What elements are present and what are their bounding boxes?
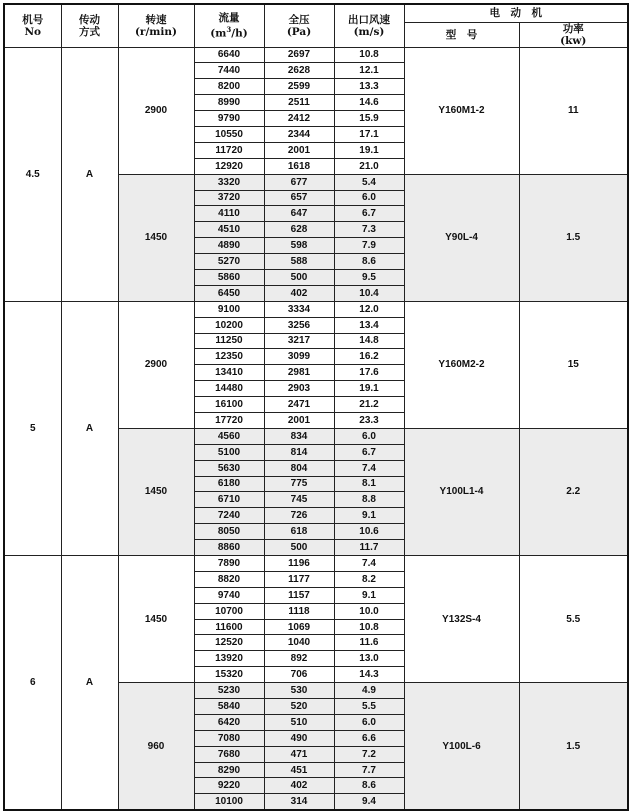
flow-cell: 8860 [194,540,264,556]
speed-cell: 960 [118,683,194,811]
flow-cell: 8820 [194,571,264,587]
outlet-speed-cell: 11.6 [334,635,404,651]
pressure-cell: 647 [264,206,334,222]
table-row [4,556,628,572]
machine-no-cell: 4.5 [4,47,61,301]
outlet-speed-cell: 7.9 [334,238,404,254]
flow-cell: 4560 [194,428,264,444]
outlet-speed-cell: 9.1 [334,508,404,524]
flow-cell: 7890 [194,556,264,572]
flow-cell: 13410 [194,365,264,381]
drive-cell: A [61,556,118,811]
flow-cell: 8050 [194,524,264,540]
flow-cell: 6450 [194,285,264,301]
outlet-speed-cell: 11.7 [334,540,404,556]
outlet-speed-cell: 9.5 [334,269,404,285]
motor-power-cell: 15 [519,301,628,428]
flow-cell: 6420 [194,714,264,730]
pressure-cell: 1040 [264,635,334,651]
outlet-speed-cell: 13.0 [334,651,404,667]
motor-model-cell: Y90L-4 [404,174,519,301]
header-flow: 流量 $(m^3/h)$ [194,4,264,47]
outlet-speed-cell: 5.4 [334,174,404,190]
outlet-speed-cell: 6.6 [334,730,404,746]
outlet-speed-cell: 17.6 [334,365,404,381]
header-motor-power: 功率 (kw) [519,22,628,47]
pressure-cell: 2001 [264,142,334,158]
outlet-speed-cell: 5.5 [334,699,404,715]
pressure-cell: 892 [264,651,334,667]
header-pressure: 全压 (Pa) [264,4,334,47]
flow-cell: 3720 [194,190,264,206]
flow-cell: 7080 [194,730,264,746]
flow-cell: 11250 [194,333,264,349]
motor-power-cell: 2.2 [519,428,628,555]
pressure-cell: 775 [264,476,334,492]
flow-cell: 10100 [194,794,264,810]
flow-cell: 12350 [194,349,264,365]
flow-cell: 8200 [194,79,264,95]
pressure-cell: 3099 [264,349,334,365]
pressure-cell: 706 [264,667,334,683]
outlet-speed-cell: 6.7 [334,444,404,460]
pressure-cell: 804 [264,460,334,476]
flow-cell: 7680 [194,746,264,762]
outlet-speed-cell: 7.2 [334,746,404,762]
outlet-speed-cell: 7.3 [334,222,404,238]
motor-model-cell: Y160M1-2 [404,47,519,174]
outlet-speed-cell: 10.6 [334,524,404,540]
motor-model-cell: Y100L1-4 [404,428,519,555]
flow-cell: 11600 [194,619,264,635]
header-speed: 转速 (r/min) [118,4,194,47]
flow-cell: 5860 [194,269,264,285]
machine-no-cell: 5 [4,301,61,555]
pressure-cell: 677 [264,174,334,190]
flow-cell: 9740 [194,587,264,603]
outlet-speed-cell: 19.1 [334,381,404,397]
motor-model-cell: Y132S-4 [404,556,519,683]
speed-cell: 1450 [118,556,194,683]
outlet-speed-cell: 8.2 [334,571,404,587]
outlet-speed-cell: 9.1 [334,587,404,603]
pressure-cell: 618 [264,524,334,540]
outlet-speed-cell: 6.0 [334,714,404,730]
outlet-speed-cell: 13.3 [334,79,404,95]
pressure-cell: 2511 [264,95,334,111]
flow-cell: 6640 [194,47,264,63]
motor-model-cell: Y100L-6 [404,683,519,811]
pressure-cell: 471 [264,746,334,762]
motor-power-cell: 1.5 [519,683,628,811]
flow-cell: 9790 [194,111,264,127]
flow-cell: 3320 [194,174,264,190]
pressure-cell: 834 [264,428,334,444]
outlet-speed-cell: 10.8 [334,619,404,635]
table-row [4,301,628,317]
pressure-cell: 2471 [264,397,334,413]
outlet-speed-cell: 17.1 [334,126,404,142]
pressure-cell: 520 [264,699,334,715]
pressure-cell: 451 [264,762,334,778]
flow-cell: 12920 [194,158,264,174]
outlet-speed-cell: 12.0 [334,301,404,317]
pressure-cell: 2628 [264,63,334,79]
flow-cell: 11720 [194,142,264,158]
pressure-cell: 1157 [264,587,334,603]
pressure-cell: 3217 [264,333,334,349]
pressure-cell: 500 [264,540,334,556]
flow-cell: 9220 [194,778,264,794]
pressure-cell: 1618 [264,158,334,174]
machine-no-cell: 6 [4,556,61,811]
pressure-cell: 1118 [264,603,334,619]
flow-cell: 6180 [194,476,264,492]
header-drive: 传动 方式 [61,4,118,47]
pressure-cell: 3334 [264,301,334,317]
outlet-speed-cell: 8.8 [334,492,404,508]
flow-cell: 17720 [194,412,264,428]
outlet-speed-cell: 23.3 [334,412,404,428]
flow-cell: 5100 [194,444,264,460]
pressure-cell: 2344 [264,126,334,142]
pressure-cell: 598 [264,238,334,254]
outlet-speed-cell: 6.7 [334,206,404,222]
pressure-cell: 530 [264,683,334,699]
outlet-speed-cell: 21.2 [334,397,404,413]
outlet-speed-cell: 6.0 [334,190,404,206]
flow-cell: 6710 [194,492,264,508]
table-body [4,47,628,810]
outlet-speed-cell: 8.6 [334,778,404,794]
pressure-cell: 588 [264,254,334,270]
pressure-cell: 3256 [264,317,334,333]
pressure-cell: 628 [264,222,334,238]
flow-cell: 12520 [194,635,264,651]
pressure-cell: 814 [264,444,334,460]
flow-cell: 10550 [194,126,264,142]
flow-cell: 5270 [194,254,264,270]
flow-cell: 10700 [194,603,264,619]
flow-cell: 14480 [194,381,264,397]
pressure-cell: 2981 [264,365,334,381]
pressure-cell: 2001 [264,412,334,428]
flow-cell: 4510 [194,222,264,238]
flow-cell: 7240 [194,508,264,524]
flow-cell: 4110 [194,206,264,222]
header-motor: 电 动 机 [404,4,628,22]
flow-cell: 7440 [194,63,264,79]
pressure-cell: 2903 [264,381,334,397]
fan-performance-table [3,3,629,811]
motor-power-cell: 1.5 [519,174,628,301]
speed-cell: 2900 [118,47,194,174]
flow-cell: 5630 [194,460,264,476]
pressure-cell: 1196 [264,556,334,572]
outlet-speed-cell: 13.4 [334,317,404,333]
speed-cell: 1450 [118,428,194,555]
pressure-cell: 510 [264,714,334,730]
motor-model-cell: Y160M2-2 [404,301,519,428]
pressure-cell: 1069 [264,619,334,635]
pressure-cell: 2412 [264,111,334,127]
pressure-cell: 314 [264,794,334,810]
outlet-speed-cell: 16.2 [334,349,404,365]
outlet-speed-cell: 4.9 [334,683,404,699]
outlet-speed-cell: 14.3 [334,667,404,683]
flow-cell: 8990 [194,95,264,111]
speed-cell: 2900 [118,301,194,428]
pressure-cell: 1177 [264,571,334,587]
header-outlet-speed: 出口风速 (m/s) [334,4,404,47]
outlet-speed-cell: 7.7 [334,762,404,778]
pressure-cell: 402 [264,778,334,794]
outlet-speed-cell: 19.1 [334,142,404,158]
pressure-cell: 2697 [264,47,334,63]
flow-cell: 5840 [194,699,264,715]
header-motor-model: 型 号 [404,22,519,47]
outlet-speed-cell: 9.4 [334,794,404,810]
pressure-cell: 402 [264,285,334,301]
speed-cell: 1450 [118,174,194,301]
pressure-cell: 490 [264,730,334,746]
outlet-speed-cell: 8.1 [334,476,404,492]
outlet-speed-cell: 7.4 [334,460,404,476]
flow-cell: 16100 [194,397,264,413]
flow-cell: 4890 [194,238,264,254]
table-row [4,47,628,63]
table-header [4,4,628,47]
outlet-speed-cell: 15.9 [334,111,404,127]
motor-power-cell: 5.5 [519,556,628,683]
motor-power-cell: 11 [519,47,628,174]
pressure-cell: 2599 [264,79,334,95]
pressure-cell: 726 [264,508,334,524]
pressure-cell: 657 [264,190,334,206]
outlet-speed-cell: 8.6 [334,254,404,270]
outlet-speed-cell: 14.8 [334,333,404,349]
header-machine-no: 机号 No [4,4,61,47]
flow-cell: 9100 [194,301,264,317]
flow-cell: 10200 [194,317,264,333]
pressure-cell: 745 [264,492,334,508]
outlet-speed-cell: 7.4 [334,556,404,572]
outlet-speed-cell: 12.1 [334,63,404,79]
flow-cell: 13920 [194,651,264,667]
flow-cell: 5230 [194,683,264,699]
outlet-speed-cell: 14.6 [334,95,404,111]
outlet-speed-cell: 10.4 [334,285,404,301]
outlet-speed-cell: 21.0 [334,158,404,174]
flow-cell: 15320 [194,667,264,683]
drive-cell: A [61,301,118,555]
outlet-speed-cell: 10.0 [334,603,404,619]
flow-cell: 8290 [194,762,264,778]
drive-cell: A [61,47,118,301]
outlet-speed-cell: 6.0 [334,428,404,444]
outlet-speed-cell: 10.8 [334,47,404,63]
pressure-cell: 500 [264,269,334,285]
